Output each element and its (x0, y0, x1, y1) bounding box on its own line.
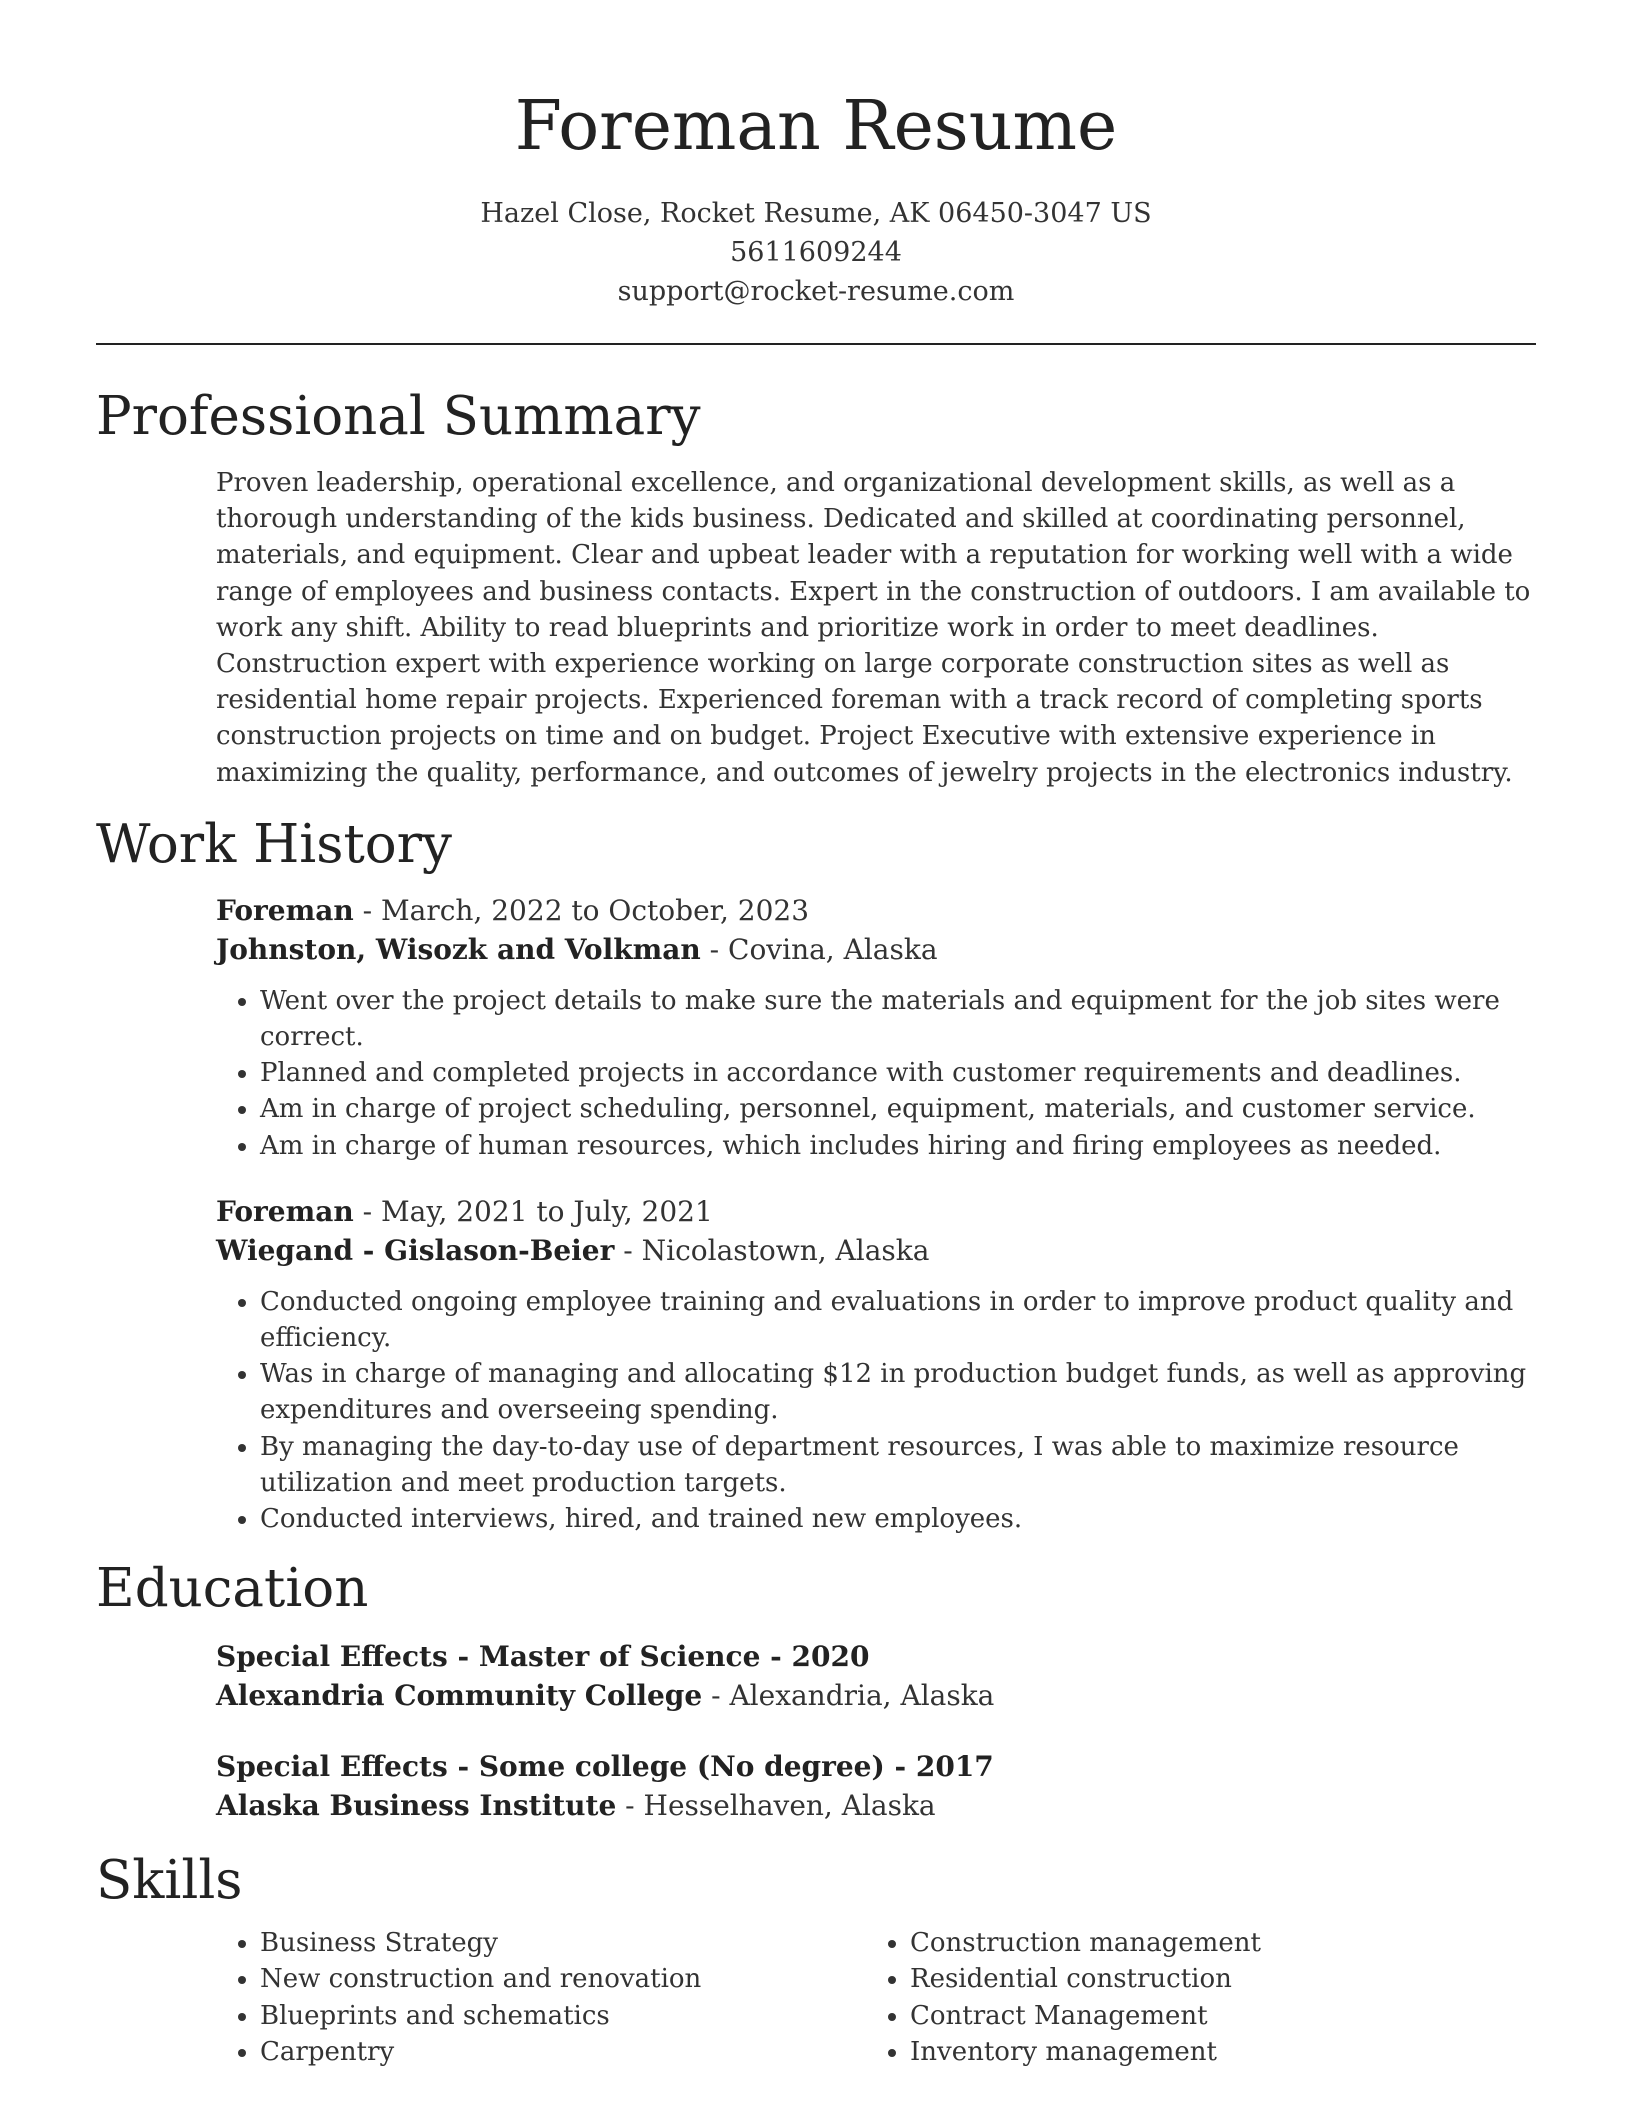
degree-text: Special Effects - Some college (No degree) - 2017 (216, 1750, 994, 1784)
skill-item: • Inventory management (910, 2034, 1516, 2070)
job-title: Foreman (216, 1194, 354, 1228)
school-location: - Alexandria, Alaska (702, 1679, 995, 1713)
degree-line (216, 1637, 1536, 1676)
skill-item: • Business Strategy (260, 1925, 866, 1961)
job-duty-item: • Planned and completed projects in accordance with customer requirements and deadlines. (260, 1055, 1536, 1091)
work-history-section (96, 891, 1536, 1537)
job-entry (216, 891, 1536, 1164)
school-name: Alexandria Community College (216, 1679, 703, 1713)
skill-item: • Residential construction (910, 1961, 1516, 1997)
job-company-line (216, 1231, 1536, 1270)
work-history-heading: Work History (96, 813, 452, 875)
skills-list-right (866, 1925, 1516, 2070)
job-location: - Covina, Alaska (700, 932, 938, 966)
job-duties (216, 983, 1536, 1164)
summary-heading: Professional Summary (96, 386, 701, 447)
job-duty-item: • Am in charge of human resources, which includes hiring and firing employees as needed. (260, 1128, 1536, 1164)
job-duty-item: • Went over the project details to make sure the materials and equipment for the job sites were correct. (260, 983, 1536, 1055)
job-duty-item: • Am in charge of project scheduling, personnel, equipment, materials, and customer service. (260, 1091, 1536, 1127)
degree-line (216, 1747, 1536, 1786)
job-company-line (216, 930, 1536, 969)
skill-item: • New construction and renovation (260, 1961, 866, 1997)
job-duty-item: • Conducted interviews, hired, and trained new employees. (260, 1501, 1536, 1537)
header-divider (96, 343, 1536, 345)
job-company: Wiegand - Gislason-Beier (216, 1233, 615, 1267)
summary-text: Proven leadership, operational excellence, and organizational development skills, as well as a thorough understanding of the kids business. Dedicated and skilled at coordinating personnel, materials, and equipment. Clear and upbeat leader with a reputation for working well with a wide range of employees and business contacts. Expert in the construction of outdoors. I am available to work any shift. Ability to read blueprints and prioritize work in order to meet deadlines. Construction expert with experience working on large corporate construction sites as well as residential home repair projects. Experienced foreman with a track record of completing sports construction projects on time and on budget. Project Executive with extensive experience in maximizing the quality, performance, and outcomes of jewelry projects in the electronics industry. (216, 468, 1531, 788)
job-entry (216, 1192, 1536, 1537)
job-title-line (216, 891, 1536, 930)
job-title-line (216, 1192, 1536, 1231)
contact-email: support@rocket-resume.com (617, 276, 1015, 307)
skill-item: • Contract Management (910, 1998, 1516, 2034)
skill-item: • Blueprints and schematics (260, 1998, 866, 2034)
skills-section (96, 1925, 1536, 2070)
job-duties (216, 1284, 1536, 1537)
summary-section (96, 465, 1536, 791)
degree-text: Special Effects - Master of Science - 2020 (216, 1640, 870, 1674)
job-company: Johnston, Wisozk and Volkman (216, 932, 701, 966)
skill-item: • Construction management (910, 1925, 1516, 1961)
skills-list-left (216, 1925, 866, 2070)
school-line (216, 1676, 1536, 1715)
contact-info (96, 194, 1536, 311)
skill-item: • Carpentry (260, 2034, 866, 2070)
school-line (216, 1786, 1536, 1825)
resume-header (96, 0, 1536, 311)
education-section (96, 1637, 1536, 1825)
job-dates: - May, 2021 to July, 2021 (353, 1194, 713, 1228)
job-location: - Nicolastown, Alaska (614, 1233, 930, 1267)
resume-title: Foreman Resume (514, 87, 1118, 166)
job-duty-item: • Was in charge of managing and allocating $12 in production budget funds, as well as approving expenditures and overseeing spending. (260, 1356, 1536, 1428)
skills-heading: Skills (96, 1850, 243, 1912)
education-entry (216, 1637, 1536, 1715)
job-dates: - March, 2022 to October, 2023 (353, 893, 810, 927)
education-heading: Education (96, 1558, 369, 1620)
contact-phone: 5611609244 (730, 237, 902, 268)
job-duty-item: • By managing the day-to-day use of department resources, I was able to maximize resource utilization and meet production targets. (260, 1429, 1536, 1501)
school-location: - Hesselhaven, Alaska (616, 1789, 936, 1823)
job-duty-item: • Conducted ongoing employee training and evaluations in order to improve product quality and efficiency. (260, 1284, 1536, 1356)
job-title: Foreman (216, 893, 354, 927)
school-name: Alaska Business Institute (216, 1789, 617, 1823)
skills-columns (216, 1925, 1536, 2070)
contact-address: Hazel Close, Rocket Resume, AK 06450-3047 US (480, 198, 1152, 229)
education-entry (216, 1747, 1536, 1825)
